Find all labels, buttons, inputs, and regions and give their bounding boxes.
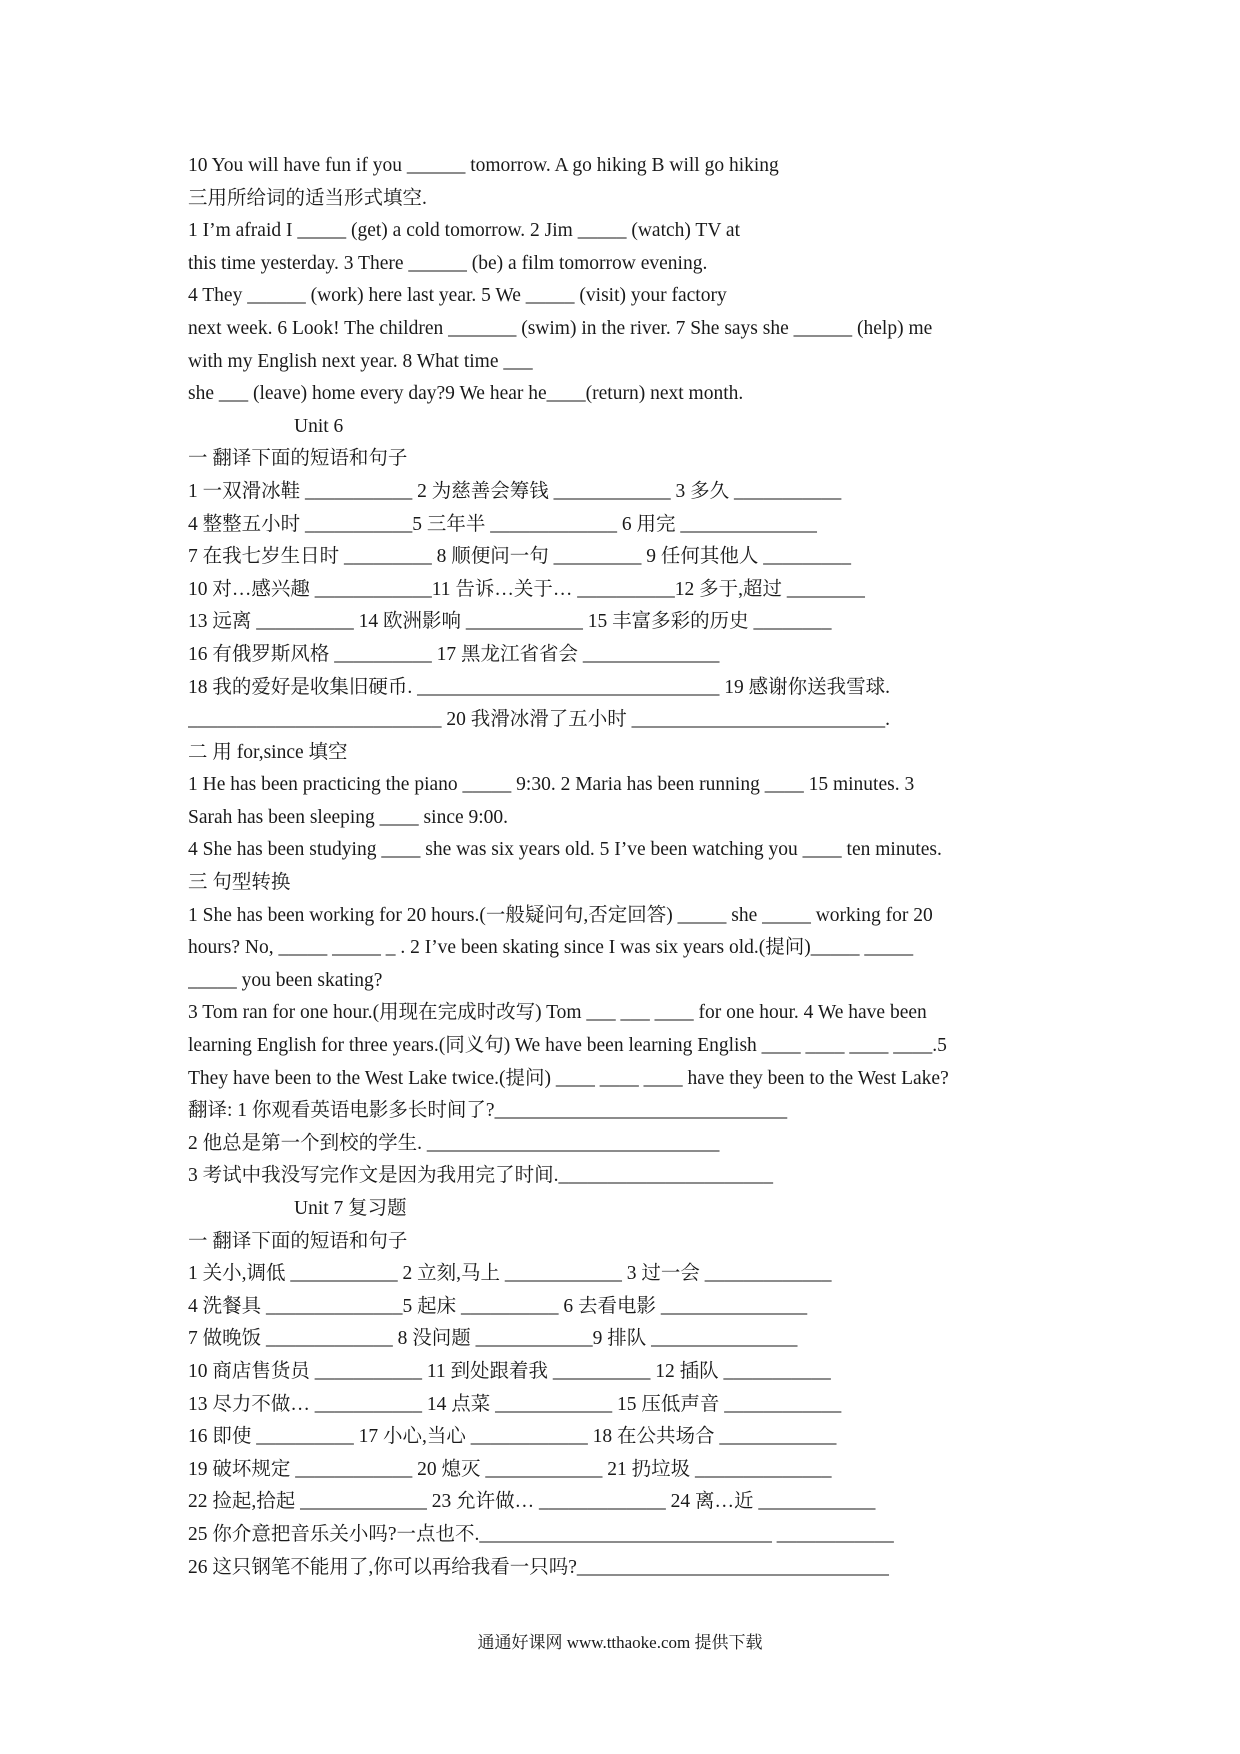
line-translate-8: __________________________ 20 我滑冰滑了五小时 __________________________. xyxy=(188,709,891,731)
line-translate-2: 4 整整五小时 ___________5 三年半 _____________ 6 用完 ______________ xyxy=(188,513,817,535)
line-transform-1: 1 She has been working for 20 hours.(一般疑问句,否定回答) _____ she _____ working for 20 xyxy=(188,904,933,926)
line-unit7-9: 25 你介意把音乐关小吗?一点也不.______________________________ ____________ xyxy=(188,1523,894,1545)
section-heading-transform: 三 句型转换 xyxy=(188,872,291,894)
unit-6-heading: Unit 6 xyxy=(294,415,344,437)
line-unit7-1: 1 关小,调低 ___________ 2 立刻,马上 ____________ 3 过一会 _____________ xyxy=(188,1263,832,1285)
line-fill-3: 4 They ______ (work) here last year. 5 We _____ (visit) your factory xyxy=(188,285,727,307)
line-translate-6: 16 有俄罗斯风格 __________ 17 黑龙江省省会 ______________ xyxy=(188,643,720,665)
line-unit7-6: 16 即使 __________ 17 小心,当心 ____________ 18 在公共场合 ____________ xyxy=(188,1426,837,1448)
line-sentence-translate-1: 翻译: 1 你观看英语电影多长时间了?______________________________ xyxy=(188,1100,788,1122)
line-transform-6: They have been to the West Lake twice.(提问) ____ ____ ____ have they been to the West Lake? xyxy=(188,1067,949,1089)
line-for-since-2: Sarah has been sleeping ____ since 9:00. xyxy=(188,806,509,828)
unit-7-heading: Unit 7 复习题 xyxy=(294,1198,407,1219)
line-transform-3: _____ you been skating? xyxy=(188,969,383,991)
worksheet-body xyxy=(188,150,1058,1584)
line-unit7-8: 22 捡起,拾起 _____________ 23 允许做… _____________ 24 离…近 ____________ xyxy=(188,1491,876,1513)
line-unit7-2: 4 洗餐具 ______________5 起床 __________ 6 去看电影 _______________ xyxy=(188,1295,808,1317)
line-unit7-3: 7 做晚饭 _____________ 8 没问题 ____________9 排队 _______________ xyxy=(188,1328,798,1350)
line-translate-1: 1 一双滑冰鞋 ___________ 2 为慈善会筹钱 ____________ 3 多久 ___________ xyxy=(188,480,842,502)
line-sentence-translate-3: 3 考试中我没写完作文是因为我用完了时间.______________________ xyxy=(188,1165,774,1187)
line-for-since-1: 1 He has been practicing the piano _____ 9:30. 2 Maria has been running ____ 15 minutes. 3 xyxy=(188,774,915,796)
line-for-since-3: 4 She has been studying ____ she was six years old. 5 I’ve been watching you ____ ten minutes. xyxy=(188,839,942,861)
line-unit7-10: 26 这只钢笔不能用了,你可以再给我看一只吗?________________________________ xyxy=(188,1556,889,1578)
line-translate-7: 18 我的爱好是收集旧硬币. _______________________________ 19 感谢你送我雪球. xyxy=(188,676,891,698)
section-heading-translate-2: 一 翻译下面的短语和句子 xyxy=(188,1230,408,1252)
line-translate-4: 10 对…感兴趣 ____________11 告诉…关于… __________12 多于,超过 ________ xyxy=(188,578,865,600)
line-sentence-translate-2: 2 他总是第一个到校的学生. ______________________________ xyxy=(188,1132,720,1154)
line-transform-4: 3 Tom ran for one hour.(用现在完成时改写) Tom ___ ___ ____ for one hour. 4 We have been xyxy=(188,1002,927,1024)
line-transform-5: learning English for three years.(同义句) We have been learning English ____ ____ ____ ____.5 xyxy=(188,1035,947,1057)
line-transform-2: hours? No, _____ _____ _ . 2 I’ve been skating since I was six years old.(提问)_____ _____ xyxy=(188,937,914,959)
line-translate-3: 7 在我七岁生日时 _________ 8 顺便问一句 _________ 9 任何其他人 _________ xyxy=(188,546,852,568)
line-translate-5: 13 远离 __________ 14 欧洲影响 ____________ 15 丰富多彩的历史 ________ xyxy=(188,611,832,633)
line-fill-5: with my English next year. 8 What time ___ xyxy=(188,350,533,372)
page-footer: 通通好课网 www.tthaoke.com 提供下载 xyxy=(477,1633,763,1652)
line-unit7-7: 19 破坏规定 ____________ 20 熄灭 ____________ 21 扔垃圾 ______________ xyxy=(188,1458,832,1480)
line-fill-1: 1 I’m afraid I _____ (get) a cold tomorrow. 2 Jim _____ (watch) TV at xyxy=(188,220,740,242)
line-unit7-5: 13 尽力不做… ___________ 14 点菜 ____________ 15 压低声音 ____________ xyxy=(188,1393,842,1415)
line-fill-6: she ___ (leave) home every day?9 We hear he____(return) next month. xyxy=(188,383,744,405)
line-fill-2: this time yesterday. 3 There ______ (be) a film tomorrow evening. xyxy=(188,252,708,274)
line-exercise-10: 10 You will have fun if you ______ tomorrow. A go hiking B will go hiking xyxy=(188,155,779,176)
section-heading-for-since: 二 用 for,since 填空 xyxy=(188,741,348,763)
section-heading-translate: 一 翻译下面的短语和句子 xyxy=(188,448,408,470)
line-fill-4: next week. 6 Look! The children _______ (swim) in the river. 7 She says she ______ (help) me xyxy=(188,317,933,339)
section-heading-fill-in: 三用所给词的适当形式填空. xyxy=(188,187,427,209)
line-unit7-4: 10 商店售货员 ___________ 11 到处跟着我 __________ 12 插队 ___________ xyxy=(188,1360,831,1382)
